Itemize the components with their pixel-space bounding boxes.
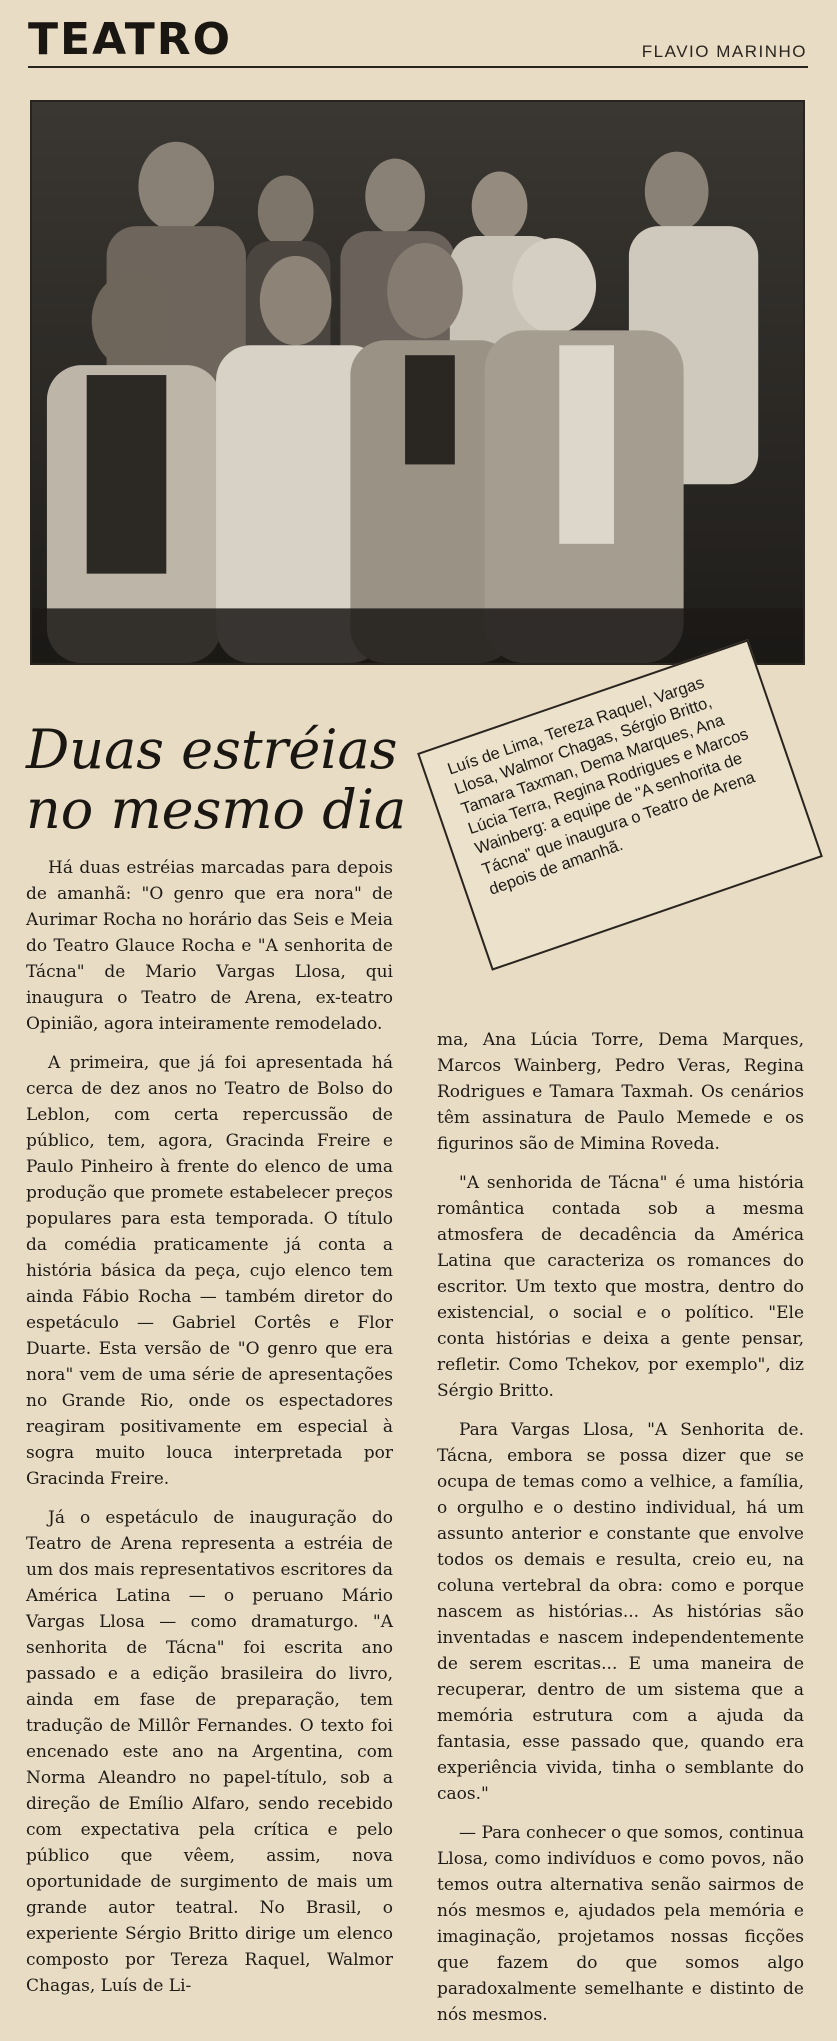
paragraph: Há duas estréias marcadas para depois de amanhã: "O genro que era nora" de Aurimar Rocha no horário das Seis e Meia do Teatro Glauce Rocha e "A senhorita de Tácna" de Mario Vargas Llosa, qui inaugura o Teatro de Arena, ex-teatro Opinião, agora inteiramente remodelado. bbox=[26, 858, 393, 1034]
article-column-right bbox=[437, 1027, 804, 2041]
photo-caption: Luís de Lima, Tereza Raquel, Vargas Llosa, Walmor Chagas, Sérgio Britto, Tamara Taxman, Dema Marques, Ana Lúcia Terra, Regina Rodrigues e Marcos Wainberg: a equipe de "A senhorita de Tácna" que inaugura o Teatro de Arena depois de amanhã. bbox=[445, 673, 758, 899]
header-rule bbox=[28, 66, 808, 68]
paragraph: — Para conhecer o que somos, continua Llosa, como indivíduos e como povos, não temos outra alternativa senão sairmos de nós mesmos e, ajudados pela memória e imaginação, projetamos nossas ficções que fazem do que somos algo paradoxalmente semelhante e distinto de nós mesmos. bbox=[437, 1823, 804, 2025]
paragraph: Para Vargas Llosa, "A Senhorita de. Tácna, embora se possa dizer que se ocupa de temas como a velhice, a família, o orgulho e o destino individual, há um assunto anterior e constante que envolve todos os demais e resulta, creio eu, na coluna vertebral da obra: como e porque nascem as histórias... As histórias são inventadas e nascem independentemente de serem escritas... E uma maneira de recuperar, dentro de um sistema que a memória estrutura com a ajuda da fantasia, esse passado que, quando era experiência vivida, tinha o semblante do caos." bbox=[437, 1420, 804, 1804]
paragraph: A primeira, que já foi apresentada há cerca de dez anos no Teatro de Bolso do Leblon, com certa repercussão de público, tem, agora, Gracinda Freire e Paulo Pinheiro à frente do elenco de uma produção que promete estabelecer preços populares para esta temporada. O título da comédia praticamente já conta a história básica da peça, cujo elenco tem ainda Fábio Rocha — também diretor do espetáculo — Gabriel Cortês e Flor Duarte. Esta versão de "O genro que era nora" vem de uma série de apresentações no Grande Rio, onde os espectadores reagiram positivamente em especial à sogra muito louca interpretada por Gracinda Freire. bbox=[26, 1053, 393, 1489]
paragraph: Já o espetáculo de inauguração do Teatro de Arena representa a estréia de um dos mais representativos escritores da América Latina — o peruano Mário Vargas Llosa — como dramaturgo. "A senhorita de Tácna" foi escrita ano passado e a edição brasileira do livro, ainda em fase de preparação, tem tradução de Millôr Fernandes. O texto foi encenado este ano na Argentina, com Norma Aleandro no papel-título, sob a direção de Emílio Alfaro, sendo recebido com expectativa pela crítica e pelo público que vêem, assim, nova oportunidade de surgimento de mais um grande autor teatral. No Brasil, o experiente Sérgio Britto dirige um elenco composto por Tereza Raquel, Walmor Chagas, Luís de Li- bbox=[26, 1508, 393, 1996]
cast-photo bbox=[30, 100, 805, 665]
paragraph: "A senhorida de Tácna" é uma história romântica contada sob a mesma atmosfera de decadência da América Latina que caracteriza os romances do escritor. Um texto que mostra, dentro do existencial, o social e o político. "Ele conta histórias e deixa a gente pensar, refletir. Como Tchekov, por exemplo", diz Sérgio Britto. bbox=[437, 1173, 804, 1401]
article-column-left bbox=[26, 855, 393, 2012]
photo-caption-box bbox=[417, 639, 823, 970]
article-headline: Duas estréias no mesmo dia bbox=[26, 718, 407, 842]
cast-photo-illustration bbox=[32, 102, 803, 663]
section-title: TEATRO bbox=[28, 14, 233, 65]
author-byline: FLAVIO MARINHO bbox=[641, 42, 807, 61]
paragraph: ma, Ana Lúcia Torre, Dema Marques, Marcos Wainberg, Pedro Veras, Regina Rodrigues e Tamara Taxmah. Os cenários têm assinatura de Paulo Memede e os figurinos são de Mimina Roveda. bbox=[437, 1030, 804, 1154]
